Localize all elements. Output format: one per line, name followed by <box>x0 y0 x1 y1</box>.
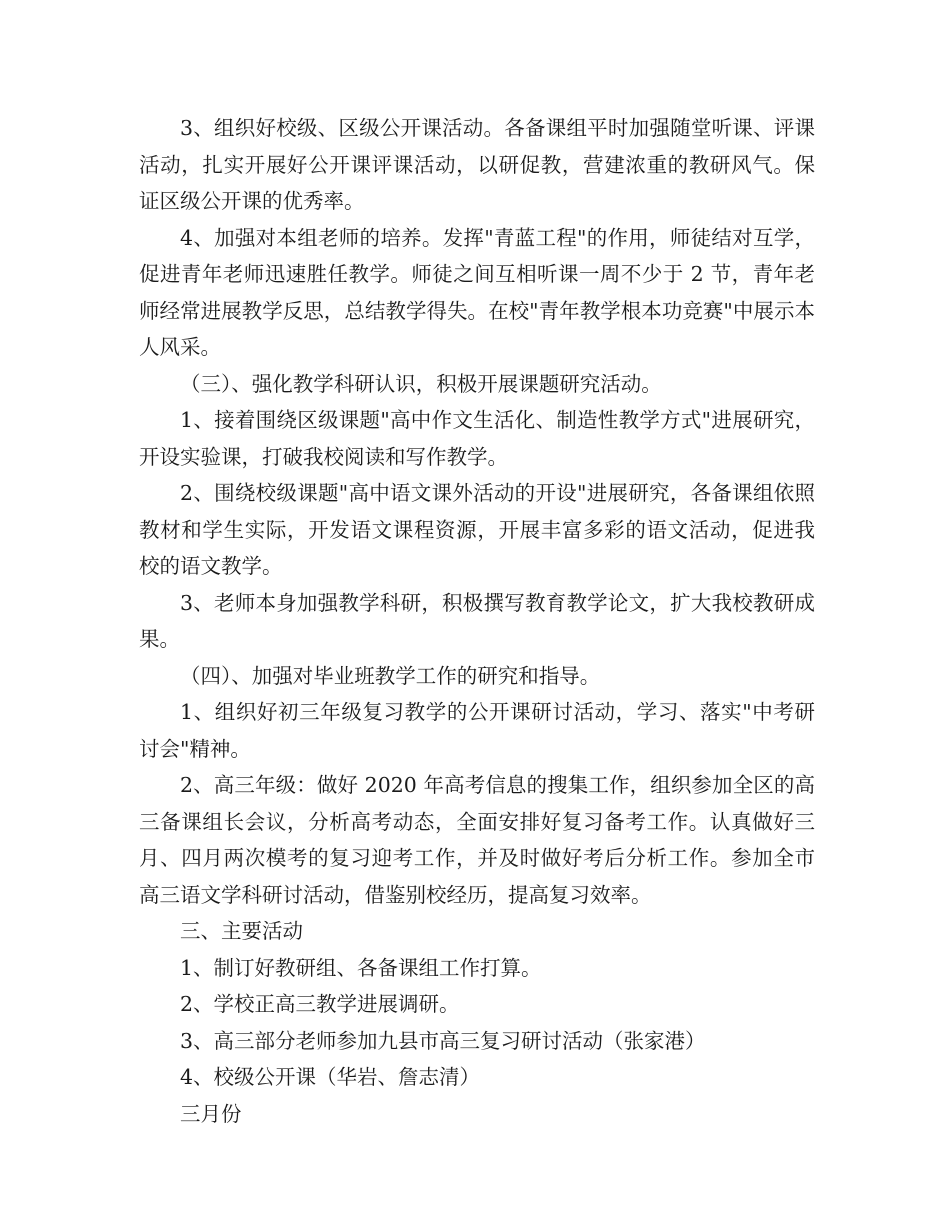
activity-item-1: 1、制订好教研组、各备课组工作打算。 <box>180 955 542 980</box>
paragraph-item-3-open-classes: 3、组织好校级、区级公开课活动。各备课组平时加强随堂听课、评课活动，扎实开展好公开课评课活动，以研促教，营建浓重的教研风气。保证区级公开课的优秀率。 <box>139 116 815 213</box>
section-heading-main-activities: 三、主要活动 <box>180 919 303 943</box>
month-heading-march: 三月份 <box>180 1101 242 1126</box>
activity-item-4: 4、校级公开课（华岩、詹志清） <box>180 1065 481 1089</box>
document-body <box>139 110 815 1132</box>
paragraph-research-2: 2、围绕校级课题"高中语文课外活动的开设"进展研究，各备课组依照教材和学生实际，开发语文课程资源，开展丰富多彩的语文活动，促进我校的语文教学。 <box>139 481 815 578</box>
activity-item-2: 2、学校正高三教学进展调研。 <box>180 992 460 1016</box>
paragraph-graduating-2: 2、高三年级：做好 2020 年高考信息的搜集工作，组织参加全区的高三备课组长会议，分析高考动态，全面安排好复习备考工作。认真做好三月、四月两次模考的复习迎考工作，并及时做好考后分析工作。参加全市高三语文学科研讨活动，借鉴别校经历，提高复习效率。 <box>139 773 815 907</box>
paragraph-item-4-teacher-training: 4、加强对本组老师的培养。发挥"青蓝工程"的作用，师徒结对互学，促进青年老师迅速胜任教学。师徒之间互相听课一周不少于 2 节，青年老师经常进展教学反思，总结教学得失。在校"青年教学根本功竞赛"中展示本人风采。 <box>139 225 815 359</box>
section-heading-4: （四）、加强对毕业班教学工作的研究和指导。 <box>180 663 601 688</box>
activity-item-3: 3、高三部分老师参加九县市高三复习研讨活动（张家港） <box>180 1028 706 1053</box>
section-heading-3: （三）、强化教学科研认识，积极开展课题研究活动。 <box>180 371 662 396</box>
paragraph-research-3: 3、老师本身加强教学科研，积极撰写教育教学论文，扩大我校教研成果。 <box>139 590 815 651</box>
paragraph-research-1: 1、接着围绕区级课题"高中作文生活化、制造性教学方式"进展研究，开设实验课，打破我校阅读和写作教学。 <box>139 408 815 469</box>
paragraph-graduating-1: 1、组织好初三年级复习教学的公开课研讨活动，学习、落实"中考研讨会"精神。 <box>139 700 815 761</box>
